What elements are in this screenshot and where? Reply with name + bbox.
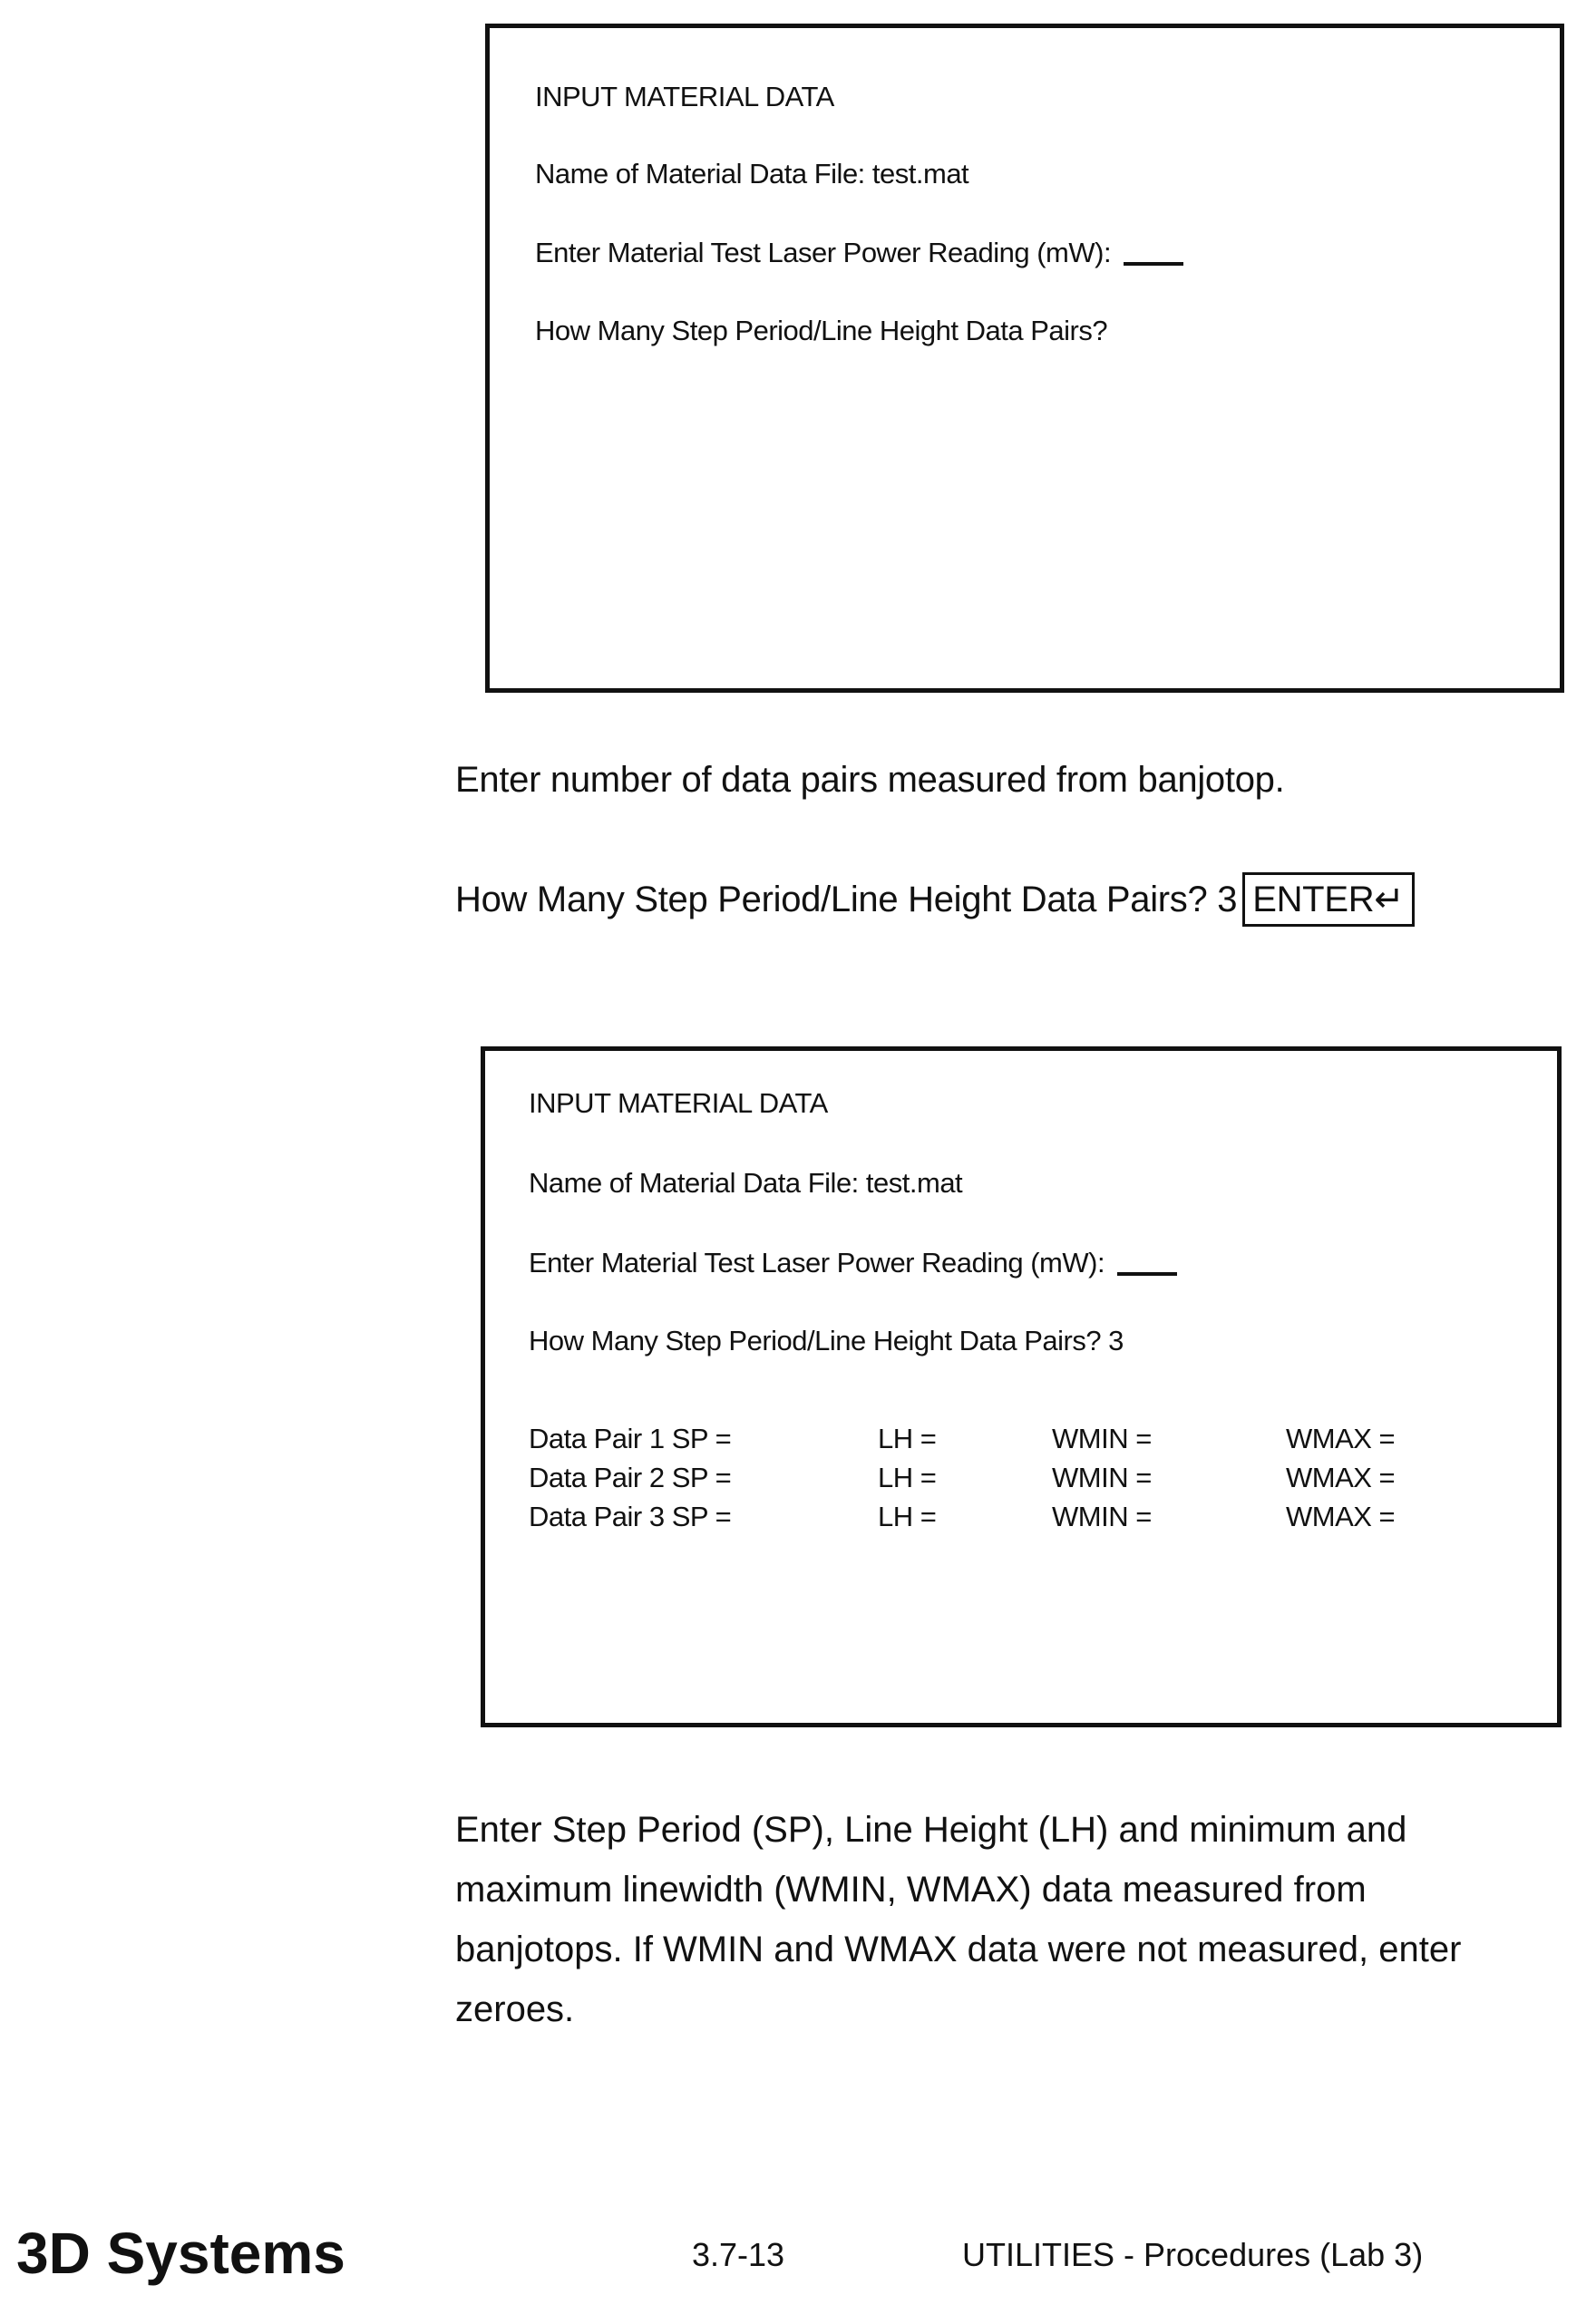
power-prompt-line — [535, 237, 1183, 269]
screen-display-2 — [481, 1046, 1562, 1727]
power-input-blank[interactable] — [1124, 262, 1183, 266]
instruction-number-of-pairs: Enter number of data pairs measured from banjotop. — [455, 760, 1284, 801]
wmax-field[interactable]: WMAX = — [1286, 1423, 1395, 1455]
screen-title: INPUT MATERIAL DATA — [529, 1087, 828, 1120]
power-prompt-line — [529, 1247, 1177, 1279]
wmin-field[interactable]: WMIN = — [1052, 1423, 1152, 1455]
pairs-prompt: How Many Step Period/Line Height Data Pairs? 3 — [529, 1325, 1124, 1357]
sp-field[interactable]: Data Pair 2 SP = — [529, 1462, 731, 1494]
screen-title: INPUT MATERIAL DATA — [535, 81, 834, 113]
lh-field[interactable]: LH = — [878, 1423, 936, 1455]
wmin-field[interactable]: WMIN = — [1052, 1501, 1152, 1533]
wmax-field[interactable]: WMAX = — [1286, 1501, 1395, 1533]
file-name-line: Name of Material Data File: test.mat — [535, 158, 968, 190]
power-prompt: Enter Material Test Laser Power Reading (mW): — [535, 237, 1111, 268]
power-input-blank[interactable] — [1117, 1272, 1177, 1276]
pairs-prompt: How Many Step Period/Line Height Data Pairs? — [535, 315, 1107, 347]
enter-key[interactable] — [1242, 872, 1414, 927]
file-name-line: Name of Material Data File: test.mat — [529, 1167, 962, 1200]
wmin-field[interactable]: WMIN = — [1052, 1462, 1152, 1494]
instruction-enter-data: Enter Step Period (SP), Line Height (LH) and minimum and maximum linewidth (WMIN, WMAX) data measured from banjotops. If WMIN and WMAX data were not measured, enter zeroes. — [455, 1800, 1543, 2039]
sp-field[interactable]: Data Pair 1 SP = — [529, 1423, 731, 1455]
sp-field[interactable]: Data Pair 3 SP = — [529, 1501, 731, 1533]
power-prompt: Enter Material Test Laser Power Reading (mW): — [529, 1247, 1105, 1279]
lh-field[interactable]: LH = — [878, 1462, 936, 1494]
return-arrow-icon: ↵ — [1374, 880, 1404, 919]
footer-brand: 3D Systems — [16, 2220, 345, 2287]
footer-section: UTILITIES - Procedures (Lab 3) — [962, 2236, 1423, 2274]
lh-field[interactable]: LH = — [878, 1501, 936, 1533]
screen-display-1 — [485, 24, 1564, 693]
footer-page-number: 3.7-13 — [692, 2236, 784, 2274]
entry-prompt: How Many Step Period/Line Height Data Pairs? 3 — [455, 880, 1237, 919]
enter-key-label: ENTER — [1252, 880, 1374, 919]
wmax-field[interactable]: WMAX = — [1286, 1462, 1395, 1494]
entry-line — [455, 872, 1415, 927]
